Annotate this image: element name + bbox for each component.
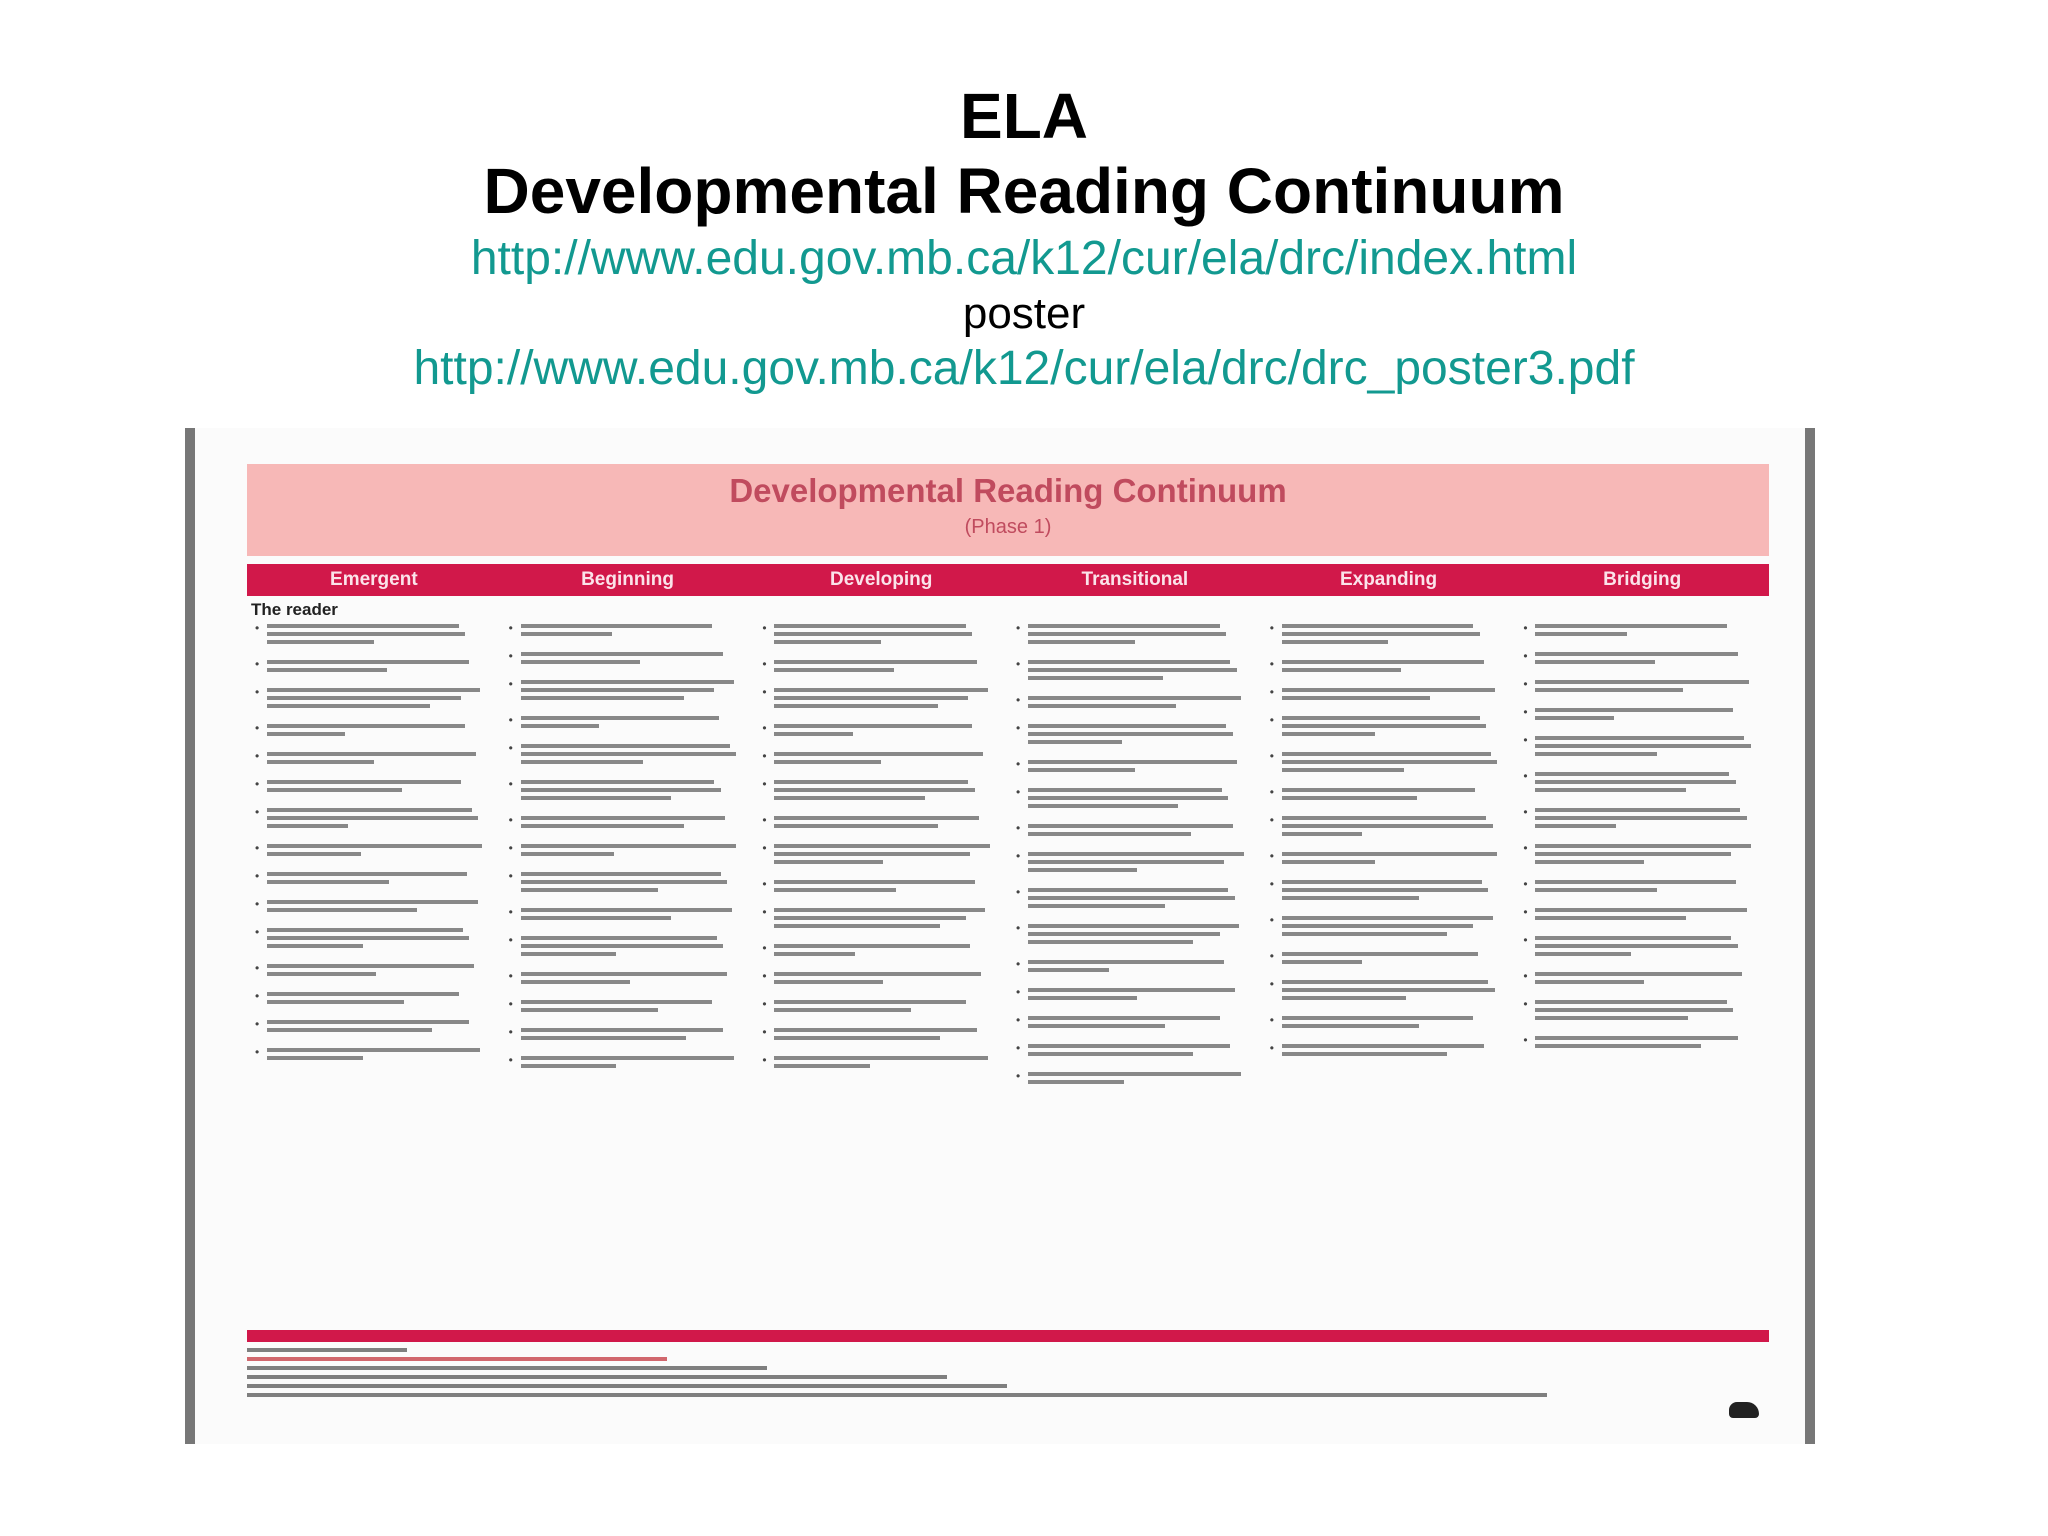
list-item — [1016, 657, 1246, 684]
bullet-icon: • — [762, 997, 767, 1011]
bullet-icon: • — [1016, 785, 1021, 799]
list-item — [1269, 813, 1500, 840]
list-item — [1523, 805, 1753, 832]
list-item — [1523, 677, 1753, 696]
poster-pdf-link[interactable]: http://www.edu.gov.mb.ca/k12/cur/ela/drc/drc_poster3.pdf — [413, 342, 1635, 395]
list-item — [762, 841, 992, 868]
list-item — [1523, 621, 1753, 640]
list-item — [255, 961, 485, 980]
list-item — [1016, 849, 1246, 876]
list-item — [1269, 1041, 1500, 1060]
manitoba-logo — [1725, 1396, 1759, 1422]
bullet-icon: • — [508, 869, 513, 883]
bullet-icon: • — [1016, 821, 1021, 835]
list-item — [1016, 985, 1246, 1004]
bullet-icon: • — [1016, 1013, 1021, 1027]
list-item — [255, 805, 485, 832]
bullet-icon: • — [255, 925, 260, 939]
stage-emergent: Emergent — [330, 569, 418, 590]
poster-title: Developmental Reading Continuum — [729, 472, 1287, 509]
bullet-icon: • — [255, 805, 260, 819]
list-item — [255, 897, 485, 916]
bullet-icon: • — [1523, 649, 1528, 663]
poster-header — [247, 464, 1769, 556]
slide-title-line2: Developmental Reading Continuum — [483, 155, 1565, 227]
bullet-icon: • — [1523, 677, 1528, 691]
list-item — [255, 621, 485, 648]
list-item — [762, 997, 992, 1016]
bullet-icon: • — [508, 841, 513, 855]
list-item — [508, 777, 739, 804]
bullet-icon: • — [1523, 805, 1528, 819]
bullet-icon: • — [1016, 985, 1021, 999]
bullet-icon: • — [508, 969, 513, 983]
stage-columns — [247, 621, 1769, 1264]
bullet-icon: • — [762, 1053, 767, 1067]
list-item — [255, 685, 485, 712]
poster-subtitle: (Phase 1) — [964, 516, 1052, 538]
bullet-icon: • — [255, 621, 260, 635]
poster-image — [185, 428, 1815, 1444]
list-item — [255, 657, 485, 676]
list-item — [762, 1053, 992, 1072]
list-item — [762, 721, 992, 740]
bullet-icon: • — [762, 941, 767, 955]
bullet-icon: • — [508, 713, 513, 727]
bullet-icon: • — [255, 721, 260, 735]
bullet-icon: • — [255, 749, 260, 763]
list-item — [508, 969, 739, 988]
bullet-icon: • — [255, 1045, 260, 1059]
bullet-icon: • — [762, 721, 767, 735]
bullet-icon: • — [255, 869, 260, 883]
bullet-icon: • — [1016, 657, 1021, 671]
bullet-icon: • — [1269, 849, 1274, 863]
list-item — [1523, 733, 1753, 760]
bullet-icon: • — [1269, 785, 1274, 799]
bullet-icon: • — [1016, 885, 1021, 899]
poster-label: poster — [962, 289, 1086, 338]
index-link[interactable]: http://www.edu.gov.mb.ca/k12/cur/ela/drc/index.html — [470, 232, 1578, 285]
list-item — [1016, 885, 1246, 912]
list-item — [1523, 933, 1753, 960]
list-item — [508, 621, 739, 640]
list-item — [508, 869, 739, 896]
bullet-icon: • — [1269, 1041, 1274, 1055]
list-item — [255, 1017, 485, 1036]
list-item — [1523, 905, 1753, 924]
bullet-icon: • — [1523, 933, 1528, 947]
bullet-icon: • — [1269, 1013, 1274, 1027]
bullet-icon: • — [1269, 977, 1274, 991]
list-item — [762, 877, 992, 896]
list-item — [1523, 649, 1753, 668]
bullet-icon: • — [508, 997, 513, 1011]
bullet-icon: • — [1016, 721, 1021, 735]
bullet-icon: • — [1523, 877, 1528, 891]
stage-beginning: Beginning — [581, 569, 674, 590]
bullet-icon: • — [1016, 921, 1021, 935]
list-item — [1523, 841, 1753, 868]
list-item — [1016, 721, 1246, 748]
bullet-icon: • — [1269, 913, 1274, 927]
bullet-icon: • — [255, 685, 260, 699]
list-item — [508, 813, 739, 832]
bullet-icon: • — [1016, 849, 1021, 863]
list-item — [1016, 757, 1246, 776]
list-item — [1269, 877, 1500, 904]
list-item — [1269, 713, 1500, 740]
stage-column — [247, 621, 501, 1264]
list-item — [1269, 785, 1500, 804]
list-item — [1269, 1013, 1500, 1032]
list-item — [1523, 1033, 1753, 1052]
list-item — [508, 649, 739, 668]
bullet-icon: • — [508, 1025, 513, 1039]
stage-column — [1515, 621, 1769, 1264]
bullet-icon: • — [255, 989, 260, 1003]
bullet-icon: • — [508, 677, 513, 691]
bullet-icon: • — [1016, 957, 1021, 971]
bullet-icon: • — [1016, 621, 1021, 635]
list-item — [762, 905, 992, 932]
list-item — [1016, 1041, 1246, 1060]
list-item — [1269, 657, 1500, 676]
list-item — [762, 969, 992, 988]
bullet-icon: • — [762, 777, 767, 791]
bullet-icon: • — [508, 777, 513, 791]
bullet-icon: • — [762, 905, 767, 919]
bullet-icon: • — [762, 1025, 767, 1039]
list-item — [762, 941, 992, 960]
bullet-icon: • — [1269, 713, 1274, 727]
list-item — [1016, 1069, 1246, 1088]
bullet-icon: • — [508, 621, 513, 635]
list-item — [1269, 849, 1500, 868]
stage-bar — [247, 564, 1769, 596]
list-item — [255, 869, 485, 888]
stage-transitional: Transitional — [1081, 569, 1189, 590]
list-item — [1269, 949, 1500, 968]
bullet-icon: • — [1523, 905, 1528, 919]
bullet-icon: • — [1269, 749, 1274, 763]
bullet-icon: • — [762, 685, 767, 699]
list-item — [1269, 621, 1500, 648]
bullet-icon: • — [1523, 997, 1528, 1011]
bullet-icon: • — [762, 841, 767, 855]
bullet-icon: • — [1269, 877, 1274, 891]
bullet-icon: • — [508, 741, 513, 755]
bullet-icon: • — [1016, 1069, 1021, 1083]
stage-column — [501, 621, 755, 1264]
list-item — [255, 777, 485, 796]
list-item — [1523, 877, 1753, 896]
list-item — [255, 989, 485, 1008]
bullet-icon: • — [762, 969, 767, 983]
bullet-icon: • — [1523, 733, 1528, 747]
bullet-icon: • — [762, 749, 767, 763]
bullet-icon: • — [508, 933, 513, 947]
bullet-icon: • — [1523, 841, 1528, 855]
bullet-icon: • — [1269, 657, 1274, 671]
list-item — [255, 1045, 485, 1064]
list-item — [508, 677, 739, 704]
bullet-icon: • — [1269, 949, 1274, 963]
bullet-icon: • — [508, 649, 513, 663]
list-item — [1016, 785, 1246, 812]
bullet-icon: • — [255, 1017, 260, 1031]
bullet-icon: • — [508, 813, 513, 827]
bullet-icon: • — [255, 897, 260, 911]
bullet-icon: • — [762, 813, 767, 827]
list-item — [508, 741, 739, 768]
section-label: The reader — [251, 600, 338, 619]
bullet-icon: • — [762, 657, 767, 671]
list-item — [1523, 997, 1753, 1024]
footer-bar — [247, 1330, 1769, 1342]
bullet-icon: • — [508, 905, 513, 919]
list-item — [508, 933, 739, 960]
bullet-icon: • — [1523, 769, 1528, 783]
stage-column — [754, 621, 1008, 1264]
list-item — [762, 657, 992, 676]
bullet-icon: • — [1523, 969, 1528, 983]
list-item — [508, 997, 739, 1016]
bullet-icon: • — [1016, 757, 1021, 771]
list-item — [508, 841, 739, 860]
bullet-icon: • — [762, 877, 767, 891]
stage-developing: Developing — [829, 569, 933, 590]
list-item — [1016, 921, 1246, 948]
bullet-icon: • — [1523, 1033, 1528, 1047]
bullet-icon: • — [1523, 705, 1528, 719]
bullet-icon: • — [255, 657, 260, 671]
list-item — [508, 1025, 739, 1044]
list-item — [1269, 749, 1500, 776]
list-item — [762, 749, 992, 768]
list-item — [255, 749, 485, 768]
bullet-icon: • — [1016, 693, 1021, 707]
list-item — [508, 713, 739, 732]
list-item — [762, 777, 992, 804]
bullet-icon: • — [255, 841, 260, 855]
list-item — [508, 1053, 739, 1072]
list-item — [1016, 621, 1246, 648]
bullet-icon: • — [1269, 813, 1274, 827]
list-item — [255, 925, 485, 952]
slide-title-line1: ELA — [960, 80, 1088, 152]
list-item — [762, 813, 992, 832]
list-item — [762, 685, 992, 712]
bullet-icon: • — [762, 621, 767, 635]
bullet-icon: • — [508, 1053, 513, 1067]
stage-column — [1262, 621, 1516, 1264]
list-item — [1523, 705, 1753, 724]
list-item — [1016, 1013, 1246, 1032]
list-item — [1269, 913, 1500, 940]
bullet-icon: • — [255, 961, 260, 975]
bison-icon — [1729, 1402, 1759, 1418]
bullet-icon: • — [1016, 1041, 1021, 1055]
list-item — [1016, 693, 1246, 712]
stage-bridging: Bridging — [1603, 569, 1682, 590]
list-item — [255, 721, 485, 740]
bullet-icon: • — [1269, 621, 1274, 635]
bullet-icon: • — [255, 777, 260, 791]
list-item — [508, 905, 739, 924]
bullet-icon: • — [1523, 621, 1528, 635]
stage-column — [1008, 621, 1262, 1264]
list-item — [255, 841, 485, 860]
list-item — [1523, 769, 1753, 796]
list-item — [1523, 969, 1753, 988]
slide-header — [0, 80, 2048, 398]
list-item — [1269, 977, 1500, 1004]
bullet-icon: • — [1269, 685, 1274, 699]
list-item — [762, 1025, 992, 1044]
list-item — [1016, 957, 1246, 976]
list-item — [1016, 821, 1246, 840]
stage-expanding: Expanding — [1339, 569, 1438, 590]
footer-notes — [247, 1348, 1647, 1402]
list-item — [762, 621, 992, 648]
list-item — [1269, 685, 1500, 704]
